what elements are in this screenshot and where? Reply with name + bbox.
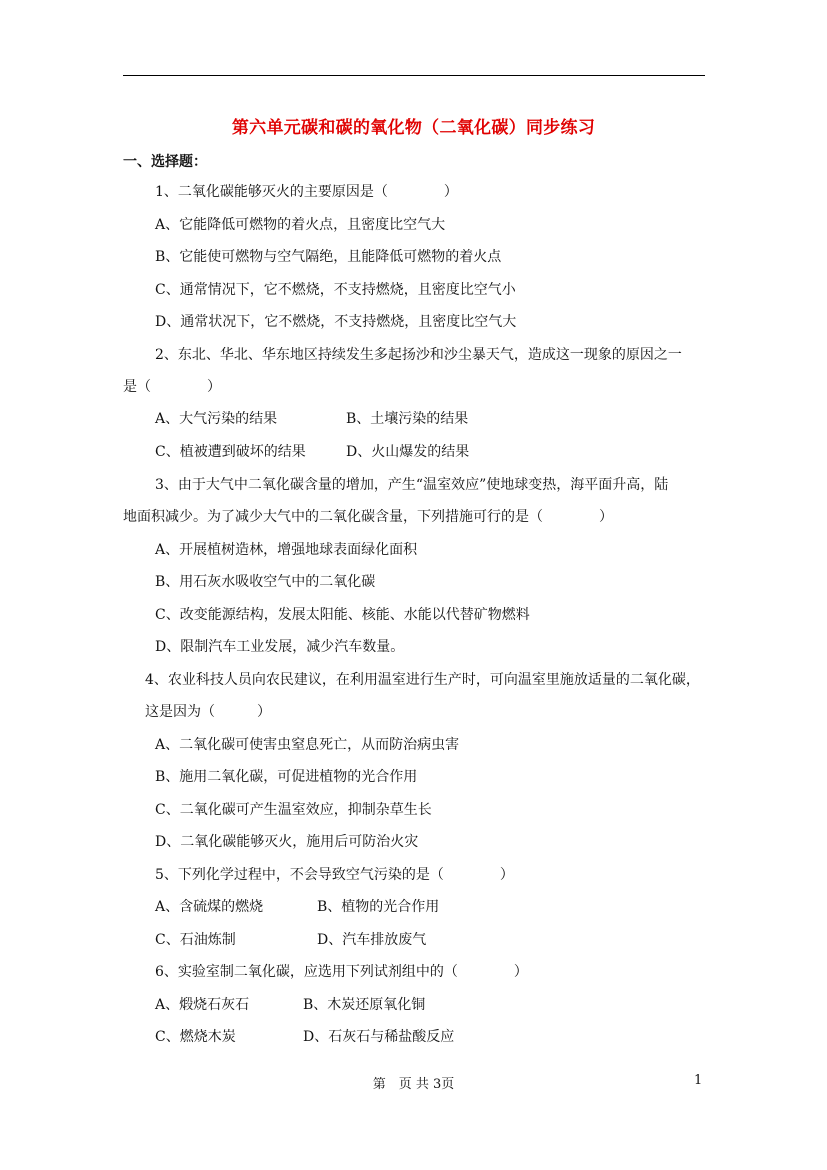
question-6-option-b: B、木炭还原氧化铜	[303, 997, 426, 1013]
question-1-option-d: D、通常状况下，它不燃烧，不支持燃烧，且密度比空气大	[155, 314, 517, 330]
question-3-stem-line-1: 3、由于大气中二氧化碳含量的增加，产生“温室效应”使地球变热，海平面升高，陆	[155, 477, 669, 493]
question-3-option-d: D、限制汽车工业发展，减少汽车数量。	[155, 639, 405, 655]
question-4-stem-line-1: 4、农业科技人员向农民建议，在利用温室进行生产时，可向温室里施放适量的二氧化碳，	[145, 672, 700, 688]
question-6-stem: 6、实验室制二氧化碳，应选用下列试剂组中的（ ）	[155, 964, 528, 980]
question-2-option-b: B、土壤污染的结果	[346, 411, 469, 427]
question-5-option-d: D、汽车排放废气	[317, 932, 427, 948]
question-3-option-c: C、改变能源结构，发展太阳能、核能、水能以代替矿物燃料	[155, 607, 530, 623]
question-3-option-a: A、开展植树造林，增强地球表面绿化面积	[155, 542, 418, 558]
question-1-stem: 1、二氧化碳能够灭火的主要原因是（ ）	[155, 184, 458, 200]
question-5-option-b: B、植物的光合作用	[317, 899, 440, 915]
question-2-option-d: D、火山爆发的结果	[346, 444, 470, 460]
question-2-stem-line-2: 是（ ）	[123, 379, 221, 395]
section-heading: 一、选择题：	[123, 154, 207, 170]
question-4-option-a: A、二氧化碳可使害虫窒息死亡，从而防治病虫害	[155, 737, 460, 753]
question-3-stem-line-2: 地面积减少。为了减少大气中的二氧化碳含量，下列措施可行的是（ ）	[123, 509, 613, 525]
question-4-option-d: D、二氧化碳能够灭火，施用后可防治火灾	[155, 834, 419, 850]
question-6-option-a: A、煅烧石灰石	[155, 997, 250, 1013]
footer-page-label: 第 页 共 3页	[372, 1077, 455, 1092]
question-5-stem: 5、下列化学过程中，不会导致空气污染的是（ ）	[155, 867, 514, 883]
question-1-option-a: A、它能降低可燃物的着火点，且密度比空气大	[155, 217, 446, 233]
header-rule	[123, 75, 705, 76]
question-1-option-b: B、它能使可燃物与空气隔绝，且能降低可燃物的着火点	[155, 249, 502, 265]
question-6-option-c: C、燃烧木炭	[155, 1029, 236, 1045]
question-1-option-c: C、通常情况下，它不燃烧，不支持燃烧，且密度比空气小	[155, 282, 516, 298]
question-2-option-c: C、植被遭到破坏的结果	[155, 444, 306, 460]
question-5-option-c: C、石油炼制	[155, 932, 236, 948]
question-4-option-b: B、施用二氧化碳，可促进植物的光合作用	[155, 769, 418, 785]
question-2-stem-line-1: 2、东北、华北、华东地区持续发生多起扬沙和沙尘暴天气，造成这一现象的原因之一	[155, 347, 682, 363]
question-6-option-d: D、石灰石与稀盐酸反应	[303, 1029, 455, 1045]
question-4-stem-line-2: 这是因为（ ）	[145, 704, 271, 720]
question-3-option-b: B、用石灰水吸收空气中的二氧化碳	[155, 574, 376, 590]
document-title: 第六单元碳和碳的氧化物（二氧化碳）同步练习	[231, 118, 596, 138]
question-5-option-a: A、含硫煤的燃烧	[155, 899, 264, 915]
question-4-option-c: C、二氧化碳可产生温室效应，抑制杂草生长	[155, 802, 432, 818]
question-2-option-a: A、大气污染的结果	[155, 411, 278, 427]
footer-page-number: 1	[694, 1073, 703, 1088]
